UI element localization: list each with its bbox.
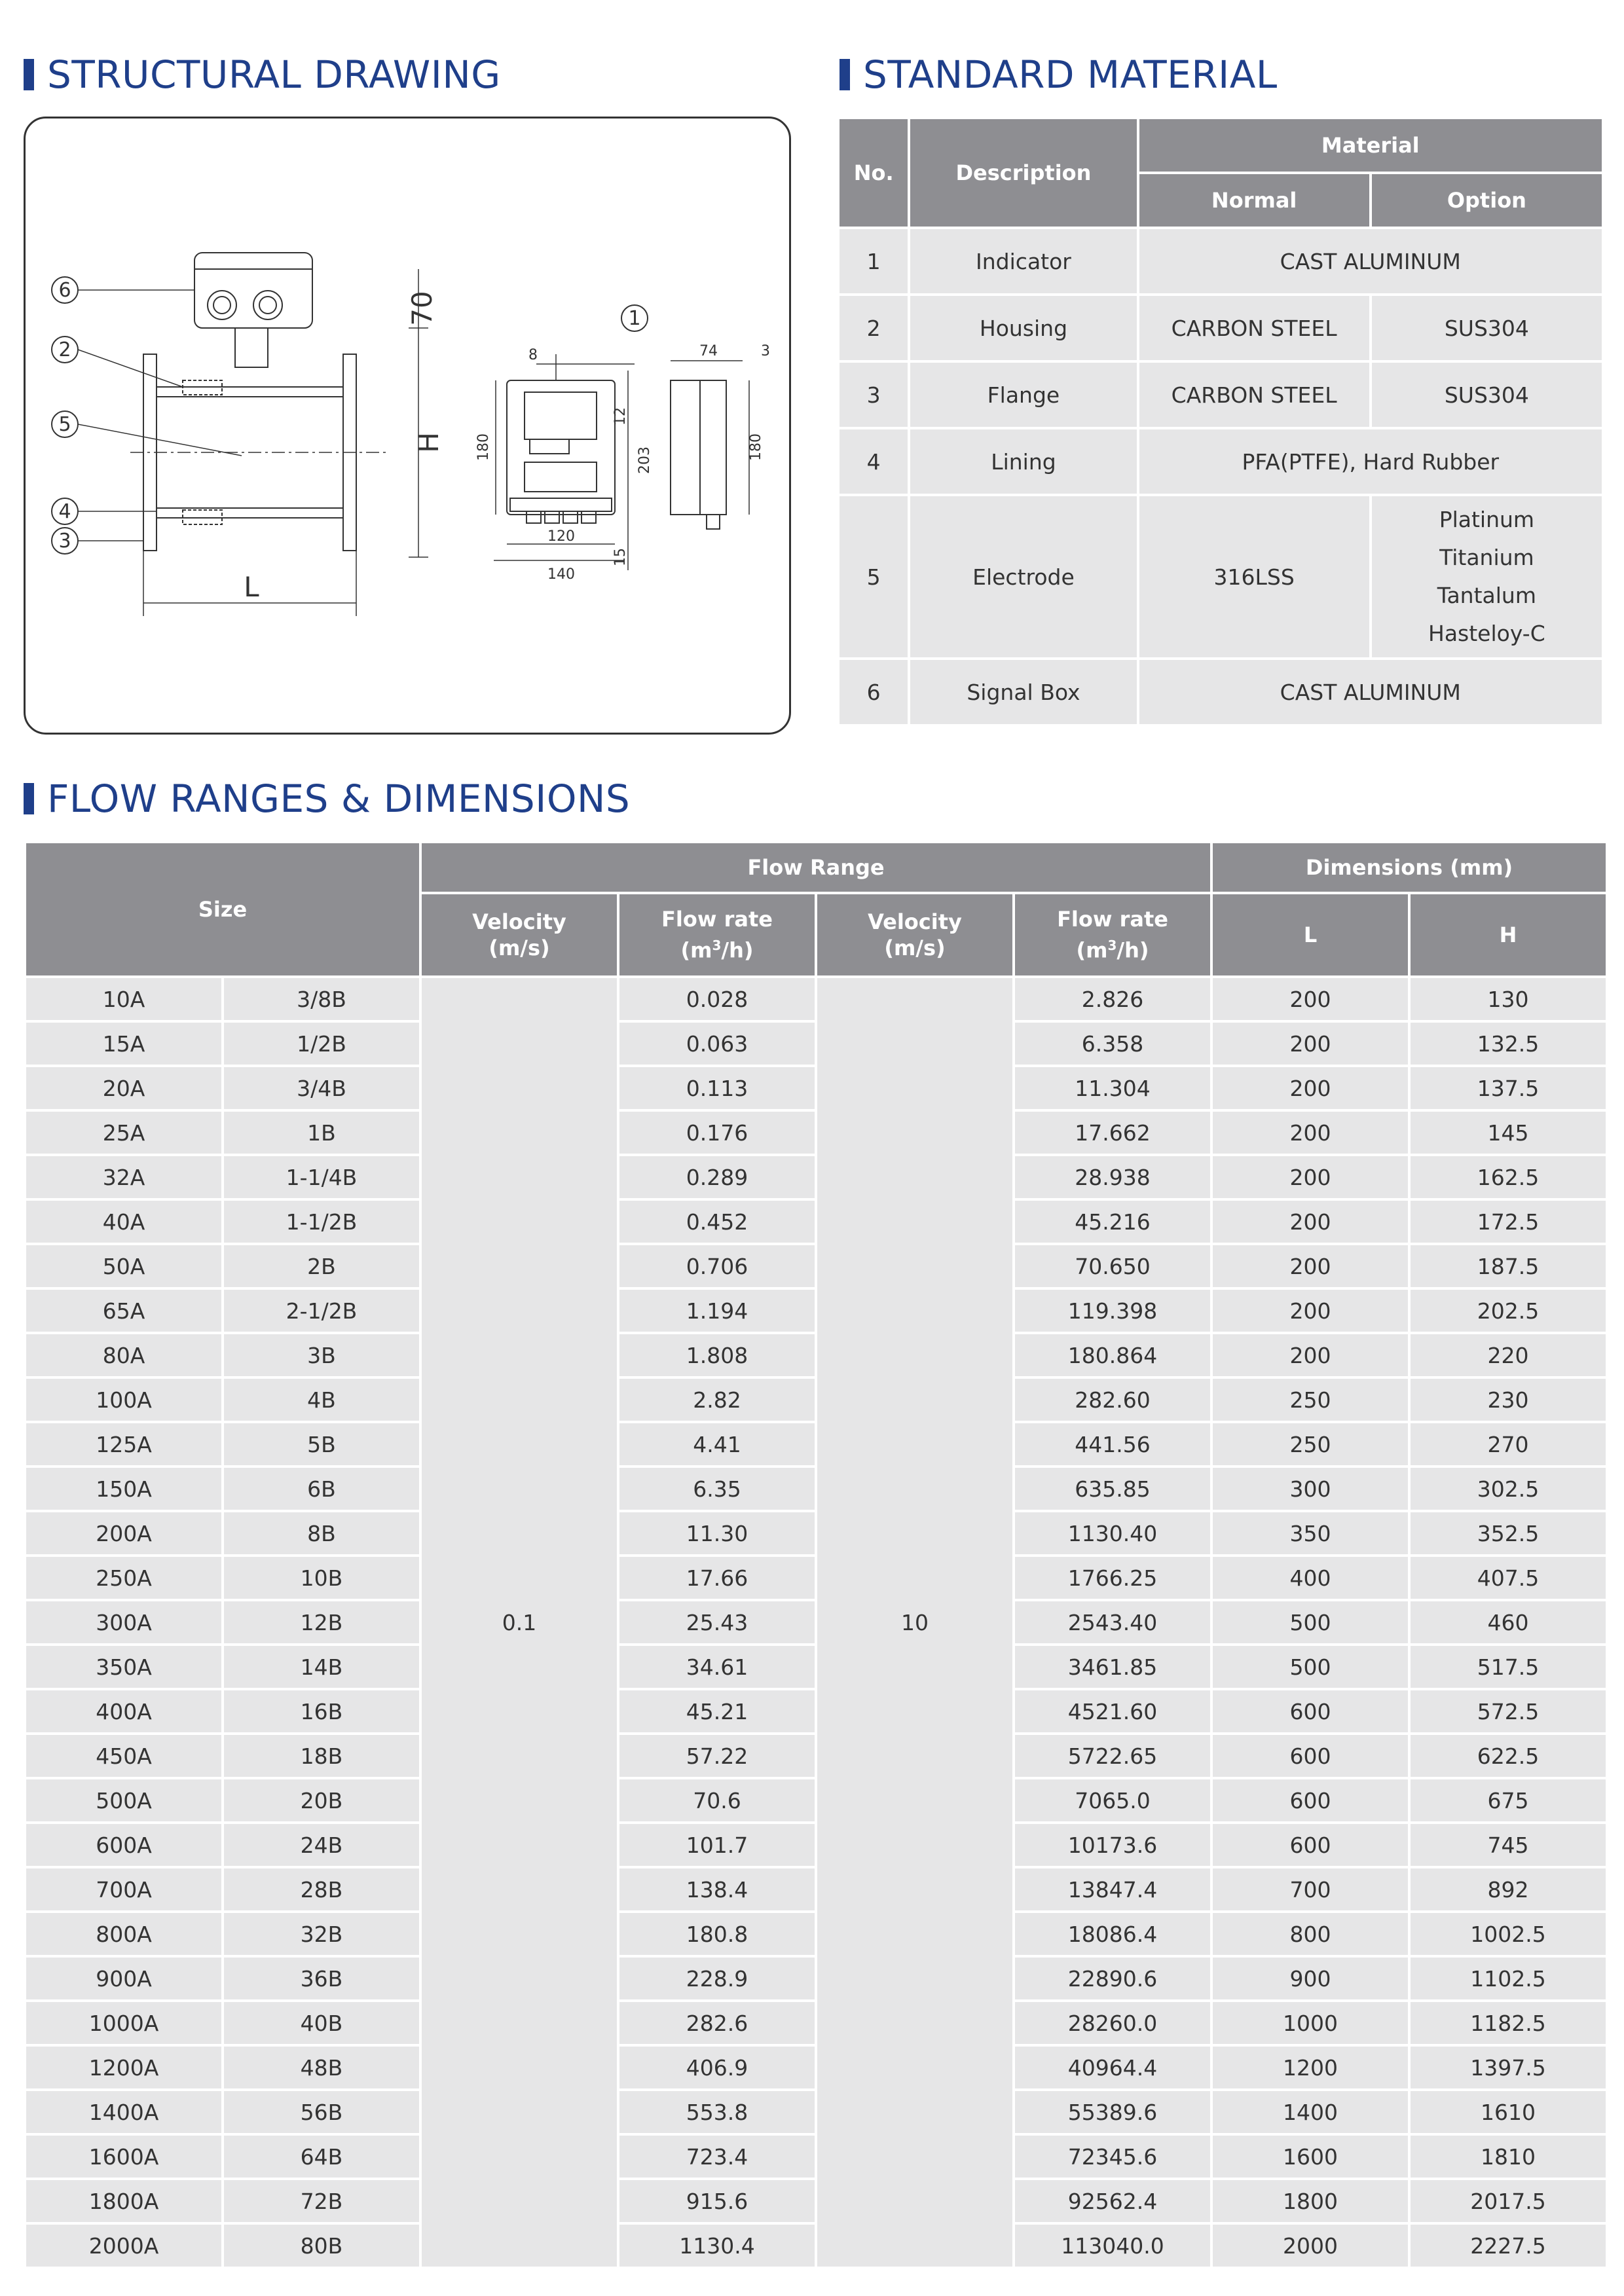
size-a: 100A: [26, 1379, 221, 1421]
structural-drawing-title-text: STRUCTURAL DRAWING: [47, 52, 501, 97]
size-b: 24B: [224, 1824, 419, 1866]
size-b: 1/2B: [224, 1023, 419, 1065]
dim-l: 900: [1213, 1958, 1408, 1999]
table-row: [26, 978, 1606, 1020]
table-row: [26, 1245, 1606, 1287]
size-b: 64B: [224, 2136, 419, 2178]
dim-70: 70: [406, 291, 438, 326]
unit-sup: 3: [1107, 938, 1117, 954]
flowrate-min: 0.113: [619, 1067, 815, 1109]
flowrate-label: Flow rate: [661, 907, 773, 932]
size-b: 8B: [224, 1512, 419, 1554]
dim-l: 600: [1213, 1779, 1408, 1821]
flowrate-max: 180.864: [1015, 1334, 1210, 1376]
table-row: [26, 1601, 1606, 1643]
standard-material-title-text: STANDARD MATERIAL: [863, 52, 1278, 97]
size-b: 20B: [224, 1779, 419, 1821]
unit-part: /h): [721, 938, 754, 963]
size-a: 65A: [26, 1290, 221, 1332]
flowrate-max: 282.60: [1015, 1379, 1210, 1421]
dim-l: 1600: [1213, 2136, 1408, 2178]
size-b: 72B: [224, 2180, 419, 2222]
row-material: CAST ALUMINUM: [1139, 660, 1602, 724]
dim-203: 203: [637, 446, 653, 474]
table-row: [26, 1423, 1606, 1465]
size-a: 1800A: [26, 2180, 221, 2222]
dim-h: 132.5: [1411, 1023, 1606, 1065]
flowrate-min: 57.22: [619, 1735, 815, 1777]
dim-l: 200: [1213, 1290, 1408, 1332]
structural-drawing-title: [24, 52, 501, 97]
dim-l: 600: [1213, 1690, 1408, 1732]
row-no: 6: [840, 660, 908, 724]
flowrate-max: 40964.4: [1015, 2047, 1210, 2088]
table-row: [26, 1958, 1606, 1999]
velocity-label: Velocity: [472, 909, 566, 934]
size-a: 450A: [26, 1735, 221, 1777]
flowrate-min: 553.8: [619, 2091, 815, 2133]
dim-h: 572.5: [1411, 1690, 1606, 1732]
header-material: Material: [1139, 119, 1602, 172]
size-a: 700A: [26, 1868, 221, 1910]
flowrate-max: 3461.85: [1015, 1646, 1210, 1688]
flowrate-unit: [1015, 932, 1210, 964]
row-no: 2: [840, 296, 908, 360]
table-row: [26, 1824, 1606, 1866]
row-option: SUS304: [1372, 363, 1602, 427]
table-row: [840, 496, 1602, 657]
size-a: 80A: [26, 1334, 221, 1376]
velocity-unit: (m/s): [489, 936, 550, 960]
size-b: 14B: [224, 1646, 419, 1688]
flowrate-max: 1130.40: [1015, 1512, 1210, 1554]
table-row: [26, 2136, 1606, 2178]
dim-h: 202.5: [1411, 1290, 1606, 1332]
table-row: [26, 1156, 1606, 1198]
header-description: Description: [910, 119, 1136, 227]
velocity-label: Velocity: [868, 909, 962, 934]
flowrate-max: 2543.40: [1015, 1601, 1210, 1643]
callout-5: 5: [58, 413, 71, 436]
size-a: 25A: [26, 1112, 221, 1154]
flowrate-min: 138.4: [619, 1868, 815, 1910]
size-a: 1600A: [26, 2136, 221, 2178]
dim-h: 187.5: [1411, 1245, 1606, 1287]
callout-4: 4: [58, 500, 71, 523]
table-row: [840, 296, 1602, 360]
table-row: [840, 363, 1602, 427]
dim-l: 200: [1213, 1112, 1408, 1154]
row-no: 3: [840, 363, 908, 427]
table-row: [26, 2225, 1606, 2267]
flow-ranges-title: [24, 776, 630, 821]
header-dimensions: Dimensions (mm): [1213, 843, 1606, 892]
unit-part: (m: [1076, 938, 1108, 963]
flowrate-min: 228.9: [619, 1958, 815, 1999]
dim-h: 1182.5: [1411, 2002, 1606, 2044]
size-b: 1-1/4B: [224, 1156, 419, 1198]
size-a: 32A: [26, 1156, 221, 1198]
option-titanium: Titanium: [1439, 545, 1534, 570]
dim-l: 1800: [1213, 2180, 1408, 2222]
dim-l: 400: [1213, 1557, 1408, 1599]
size-b: 18B: [224, 1735, 419, 1777]
title-bar: [24, 59, 34, 90]
dim-l: 200: [1213, 1156, 1408, 1198]
dim-h: 407.5: [1411, 1557, 1606, 1599]
table-row: [26, 2091, 1606, 2133]
velocity-min: 0.1: [422, 978, 617, 2267]
flowrate-max: 2.826: [1015, 978, 1210, 1020]
flowrate-max: 17.662: [1015, 1112, 1210, 1154]
size-a: 1200A: [26, 2047, 221, 2088]
size-a: 10A: [26, 978, 221, 1020]
flowrate-min: 34.61: [619, 1646, 815, 1688]
flowrate-min: 45.21: [619, 1690, 815, 1732]
flowrate-max: 7065.0: [1015, 1779, 1210, 1821]
size-a: 15A: [26, 1023, 221, 1065]
row-material: PFA(PTFE), Hard Rubber: [1139, 429, 1602, 494]
flowrate-min: 0.706: [619, 1245, 815, 1287]
option-hasteloy: Hasteloy-C: [1428, 621, 1545, 646]
table-row: [840, 660, 1602, 724]
header-normal: Normal: [1139, 174, 1369, 227]
header-velocity-max: [817, 894, 1012, 975]
header-flow-range: Flow Range: [422, 843, 1210, 892]
dim-l: 250: [1213, 1379, 1408, 1421]
flowrate-min: 25.43: [619, 1601, 815, 1643]
row-description: Lining: [910, 429, 1136, 494]
dim-h: 220: [1411, 1334, 1606, 1376]
dim-h: 2227.5: [1411, 2225, 1606, 2267]
dim-l: 200: [1213, 1334, 1408, 1376]
table-row: [26, 1067, 1606, 1109]
option-platinum: Platinum: [1439, 507, 1535, 532]
flowrate-min: 915.6: [619, 2180, 815, 2222]
table-row: [26, 1290, 1606, 1332]
callout-3: 3: [58, 530, 71, 553]
flowrate-min: 180.8: [619, 1913, 815, 1955]
flowrate-min: 101.7: [619, 1824, 815, 1866]
dim-h: 352.5: [1411, 1512, 1606, 1554]
dim-h: 675: [1411, 1779, 1606, 1821]
dim-h: 270: [1411, 1423, 1606, 1465]
size-b: 6B: [224, 1468, 419, 1510]
table-row: [26, 2180, 1606, 2222]
table-row: [26, 1735, 1606, 1777]
size-b: 3/8B: [224, 978, 419, 1020]
table-row: [26, 1379, 1606, 1421]
flowrate-min: 406.9: [619, 2047, 815, 2088]
table-row: [26, 1023, 1606, 1065]
dim-l: 700: [1213, 1868, 1408, 1910]
dim-h: 145: [1411, 1112, 1606, 1154]
callout-markers: [52, 277, 648, 554]
dim-h: 1002.5: [1411, 1913, 1606, 1955]
size-b: 56B: [224, 2091, 419, 2133]
dim-h: 460: [1411, 1601, 1606, 1643]
size-b: 1-1/2B: [224, 1201, 419, 1243]
flowrate-min: 70.6: [619, 1779, 815, 1821]
size-a: 20A: [26, 1067, 221, 1109]
size-b: 3B: [224, 1334, 419, 1376]
dim-h: 1610: [1411, 2091, 1606, 2133]
flowrate-min: 1.194: [619, 1290, 815, 1332]
header-h: H: [1411, 894, 1606, 975]
flowrate-max: 28260.0: [1015, 2002, 1210, 2044]
table-row: [26, 2002, 1606, 2044]
size-a: 300A: [26, 1601, 221, 1643]
callout-6: 6: [58, 279, 71, 302]
size-b: 48B: [224, 2047, 419, 2088]
dim-l: 500: [1213, 1646, 1408, 1688]
flow-ranges-title-text: FLOW RANGES & DIMENSIONS: [47, 776, 631, 821]
dim-180-side: 180: [748, 433, 764, 461]
flowrate-max: 92562.4: [1015, 2180, 1210, 2222]
title-bar: [24, 783, 34, 814]
dim-l: 350: [1213, 1512, 1408, 1554]
dim-3: 3: [761, 343, 770, 359]
dim-l: 300: [1213, 1468, 1408, 1510]
table-row: [26, 1690, 1606, 1732]
table-row: [26, 1646, 1606, 1688]
dim-l: 1400: [1213, 2091, 1408, 2133]
flowrate-max: 22890.6: [1015, 1958, 1210, 1999]
title-bar: [840, 59, 850, 90]
flowrate-min: 723.4: [619, 2136, 815, 2178]
size-b: 16B: [224, 1690, 419, 1732]
header-flowrate-min: [619, 894, 815, 975]
row-description: Indicator: [910, 229, 1136, 293]
row-material: CAST ALUMINUM: [1139, 229, 1602, 293]
flowrate-max: 5722.65: [1015, 1735, 1210, 1777]
dim-h: 230: [1411, 1379, 1606, 1421]
flowrate-min: 1.808: [619, 1334, 815, 1376]
size-b: 32B: [224, 1913, 419, 1955]
flowrate-max: 1766.25: [1015, 1557, 1210, 1599]
table-row: [26, 2047, 1606, 2088]
flowrate-min: 6.35: [619, 1468, 815, 1510]
velocity-max: 10: [817, 978, 1012, 2267]
unit-sup: 3: [712, 938, 722, 954]
header-l: L: [1213, 894, 1408, 975]
row-no: 1: [840, 229, 908, 293]
flowrate-max: 441.56: [1015, 1423, 1210, 1465]
size-b: 3/4B: [224, 1067, 419, 1109]
dim-h: H: [413, 432, 445, 453]
row-options: [1372, 496, 1602, 657]
dim-140: 140: [547, 566, 575, 583]
row-normal: 316LSS: [1139, 496, 1369, 657]
dim-l: L: [244, 571, 259, 603]
dim-l: 500: [1213, 1601, 1408, 1643]
flowrate-min: 4.41: [619, 1423, 815, 1465]
material-table: [837, 117, 1604, 727]
structural-drawing: [24, 117, 791, 735]
dim-h: 1102.5: [1411, 1958, 1606, 1999]
dim-12: 12: [612, 407, 629, 426]
signal-box-side-view: [671, 361, 749, 529]
header-flowrate-max: [1015, 894, 1210, 975]
dim-l: 250: [1213, 1423, 1408, 1465]
flowrate-max: 70.650: [1015, 1245, 1210, 1287]
size-a: 900A: [26, 1958, 221, 1999]
size-b: 80B: [224, 2225, 419, 2267]
flowrate-max: 72345.6: [1015, 2136, 1210, 2178]
dim-l: 200: [1213, 1201, 1408, 1243]
dim-h: 162.5: [1411, 1156, 1606, 1198]
row-normal: CARBON STEEL: [1139, 363, 1369, 427]
dim-l: 600: [1213, 1735, 1408, 1777]
size-b: 28B: [224, 1868, 419, 1910]
standard-material-title: [840, 52, 1278, 97]
dim-15: 15: [612, 548, 629, 566]
flowrate-max: 113040.0: [1015, 2225, 1210, 2267]
flowrate-min: 0.063: [619, 1023, 815, 1065]
dim-l: 200: [1213, 1245, 1408, 1287]
flow-table: [24, 841, 1608, 2269]
table-row: [26, 1557, 1606, 1599]
row-description: Housing: [910, 296, 1136, 360]
table-row: [26, 1334, 1606, 1376]
dim-74: 74: [699, 343, 718, 359]
flowrate-min: 0.176: [619, 1112, 815, 1154]
dim-120: 120: [547, 528, 575, 545]
dim-l: 1000: [1213, 2002, 1408, 2044]
size-a: 500A: [26, 1779, 221, 1821]
row-no: 5: [840, 496, 908, 657]
dim-l: 600: [1213, 1824, 1408, 1866]
size-b: 36B: [224, 1958, 419, 1999]
row-description: Signal Box: [910, 660, 1136, 724]
flowrate-min: 1130.4: [619, 2225, 815, 2267]
dim-h: 302.5: [1411, 1468, 1606, 1510]
row-description: Flange: [910, 363, 1136, 427]
unit-part: /h): [1116, 938, 1149, 963]
dim-h: 622.5: [1411, 1735, 1606, 1777]
dim-h: 172.5: [1411, 1201, 1606, 1243]
size-a: 200A: [26, 1512, 221, 1554]
size-a: 800A: [26, 1913, 221, 1955]
flowrate-min: 282.6: [619, 2002, 815, 2044]
size-a: 40A: [26, 1201, 221, 1243]
flowrate-max: 635.85: [1015, 1468, 1210, 1510]
size-b: 4B: [224, 1379, 419, 1421]
size-b: 2B: [224, 1245, 419, 1287]
flowrate-max: 18086.4: [1015, 1913, 1210, 1955]
dim-h: 1397.5: [1411, 2047, 1606, 2088]
dim-180-front: 180: [475, 433, 492, 461]
row-no: 4: [840, 429, 908, 494]
dim-l: 200: [1213, 1067, 1408, 1109]
option-tantalum: Tantalum: [1437, 583, 1536, 608]
flowrate-min: 0.028: [619, 978, 815, 1020]
dim-h: 745: [1411, 1824, 1606, 1866]
dim-h: 517.5: [1411, 1646, 1606, 1688]
size-a: 600A: [26, 1824, 221, 1866]
flowrate-max: 45.216: [1015, 1201, 1210, 1243]
dim-l: 200: [1213, 1023, 1408, 1065]
size-a: 50A: [26, 1245, 221, 1287]
dim-h: 130: [1411, 978, 1606, 1020]
row-description: Electrode: [910, 496, 1136, 657]
table-row: [26, 1201, 1606, 1243]
size-a: 350A: [26, 1646, 221, 1688]
size-b: 5B: [224, 1423, 419, 1465]
flowrate-max: 10173.6: [1015, 1824, 1210, 1866]
header-size: Size: [26, 843, 419, 975]
flowrate-max: 11.304: [1015, 1067, 1210, 1109]
size-a: 250A: [26, 1557, 221, 1599]
size-b: 1B: [224, 1112, 419, 1154]
flowrate-max: 4521.60: [1015, 1690, 1210, 1732]
size-a: 1000A: [26, 2002, 221, 2044]
size-a: 400A: [26, 1690, 221, 1732]
table-row: [26, 1512, 1606, 1554]
table-row: [26, 1468, 1606, 1510]
callout-1: 1: [628, 307, 641, 330]
flowrate-min: 17.66: [619, 1557, 815, 1599]
size-a: 125A: [26, 1423, 221, 1465]
flowrate-label: Flow rate: [1057, 907, 1168, 932]
flowrate-min: 2.82: [619, 1379, 815, 1421]
flowrate-max: 55389.6: [1015, 2091, 1210, 2133]
header-option: Option: [1372, 174, 1602, 227]
flow-table-body: [26, 978, 1606, 2267]
row-option: SUS304: [1372, 296, 1602, 360]
flowrate-unit: [619, 932, 815, 964]
flowrate-min: 0.452: [619, 1201, 815, 1243]
dim-l: 200: [1213, 978, 1408, 1020]
unit-part: (m: [680, 938, 712, 963]
flowrate-max: 28.938: [1015, 1156, 1210, 1198]
table-row: [840, 429, 1602, 494]
flowrate-max: 6.358: [1015, 1023, 1210, 1065]
callout-2: 2: [58, 338, 71, 361]
table-row: [26, 1112, 1606, 1154]
size-b: 40B: [224, 2002, 419, 2044]
dim-h: 1810: [1411, 2136, 1606, 2178]
flowrate-min: 11.30: [619, 1512, 815, 1554]
dim-l: 1200: [1213, 2047, 1408, 2088]
dim-8: 8: [528, 347, 538, 363]
dim-h: 2017.5: [1411, 2180, 1606, 2222]
table-row: [26, 1913, 1606, 1955]
flowrate-max: 119.398: [1015, 1290, 1210, 1332]
size-a: 2000A: [26, 2225, 221, 2267]
dim-h: 137.5: [1411, 1067, 1606, 1109]
size-b: 10B: [224, 1557, 419, 1599]
header-velocity-min: [422, 894, 617, 975]
dim-l: 2000: [1213, 2225, 1408, 2267]
header-no: No.: [840, 119, 908, 227]
flowrate-min: 0.289: [619, 1156, 815, 1198]
table-row: [26, 1868, 1606, 1910]
table-row: [26, 1779, 1606, 1821]
dim-l: 800: [1213, 1913, 1408, 1955]
size-a: 1400A: [26, 2091, 221, 2133]
row-normal: CARBON STEEL: [1139, 296, 1369, 360]
flowmeter-side-view: [78, 253, 428, 616]
size-a: 150A: [26, 1468, 221, 1510]
size-b: 12B: [224, 1601, 419, 1643]
flowrate-max: 13847.4: [1015, 1868, 1210, 1910]
table-row: [840, 229, 1602, 293]
velocity-unit: (m/s): [884, 936, 946, 960]
dim-h: 892: [1411, 1868, 1606, 1910]
size-b: 2-1/2B: [224, 1290, 419, 1332]
